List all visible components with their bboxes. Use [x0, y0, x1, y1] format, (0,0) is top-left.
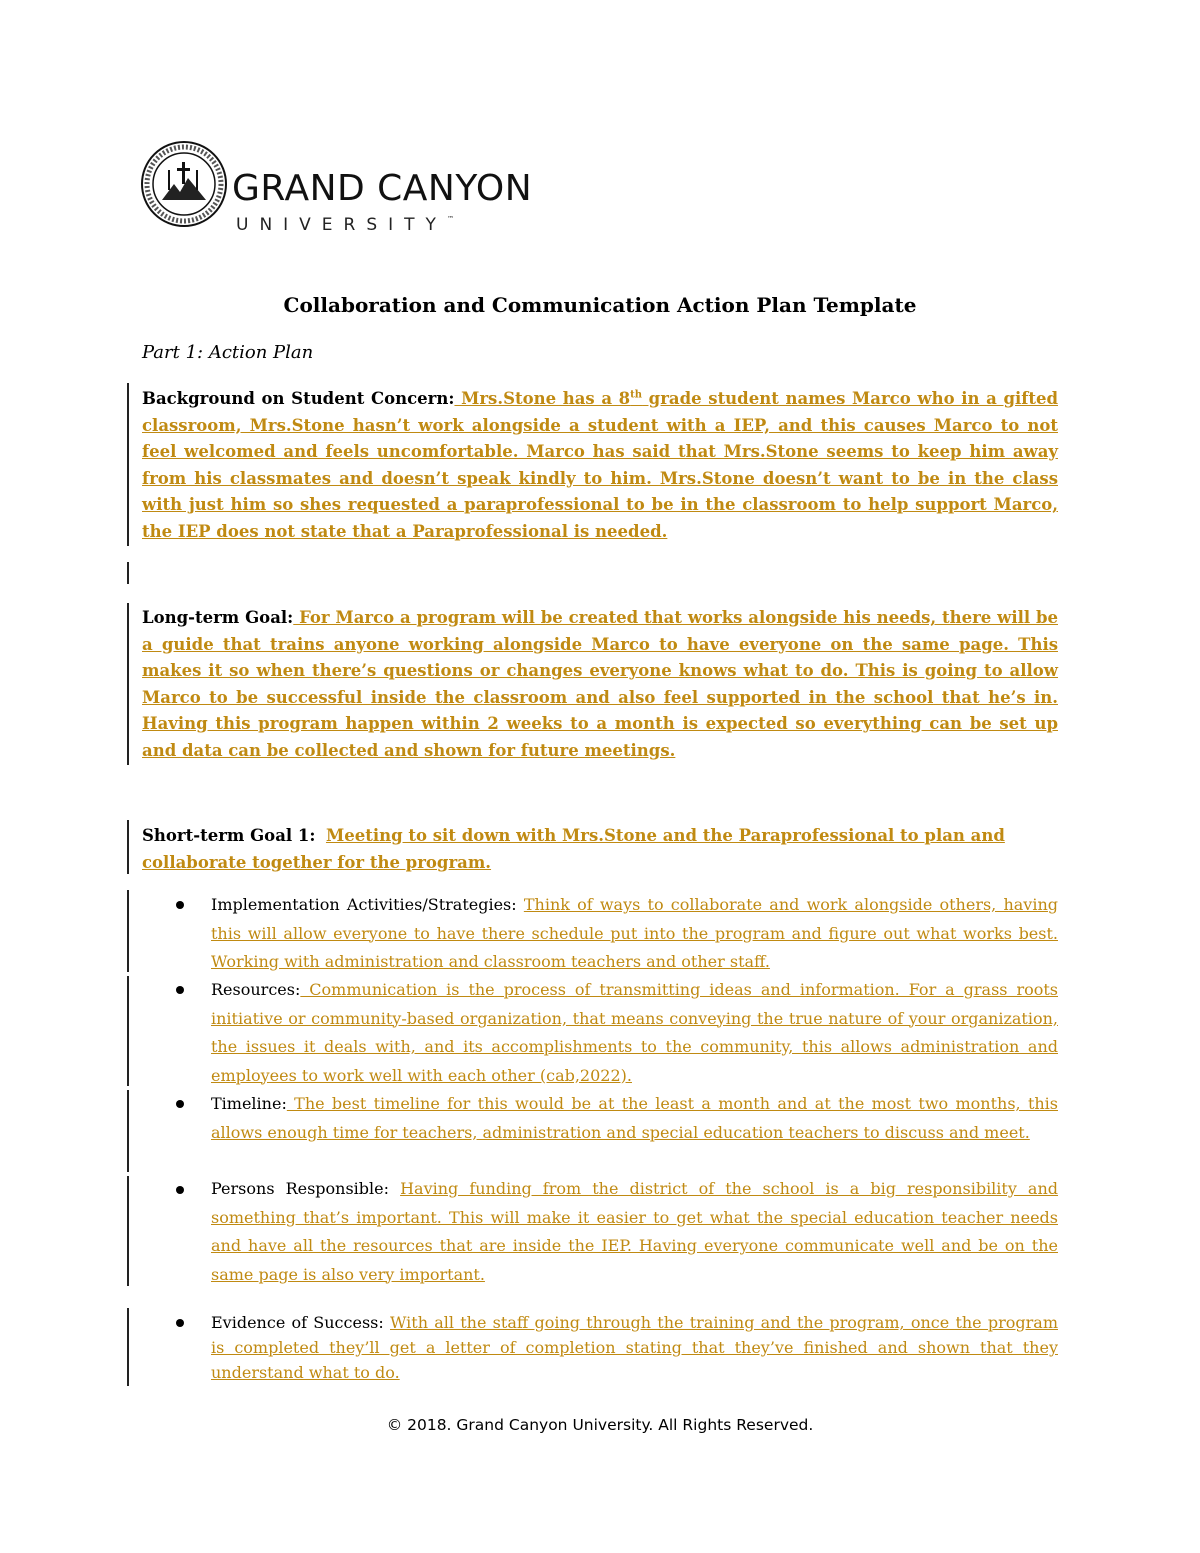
- long-term-goal-section: [142, 605, 1058, 764]
- timeline-text: The best timeline for this would be at the least a month and at the most two months, this allows enough time for teachers, administration and special education teachers to discuss and meet.: [211, 1094, 1058, 1142]
- revision-bar: [127, 976, 129, 1086]
- revision-bar: [127, 562, 129, 584]
- resources-bullet: Resources: Communication is the process of transmitting ideas and information. For a grass roots initiative or community-based organization, that means conveying the true nature of your organization, the issues it deals with, and its accomplishments to the community, this allows administration and employees to work well with each other (cab,2022).: [211, 980, 1058, 1085]
- bullet-dot-icon: [176, 986, 184, 994]
- background-label: Background on Student Concern:: [142, 389, 455, 408]
- logo-trademark: ™: [446, 215, 454, 223]
- implementation-text: Think of ways to collaborate and work alongside others, having this will allow everyone to have there schedule put into the program and figure out what works best. Working with administration and classroom teachers and other staff.: [211, 895, 1058, 971]
- logo-name: GRAND CANYON: [232, 168, 533, 209]
- revision-bar: [127, 603, 129, 765]
- persons-responsible-text: Having funding from the district of the school is a big responsibility and something that’s important. This will make it easier to get what the special education teacher needs and have all the resources that are inside the IEP. Having everyone communicate well and be on the same page is also very important.: [211, 1179, 1059, 1284]
- revision-bar: [127, 1308, 129, 1386]
- short-term-goal-section: [142, 823, 1022, 876]
- bullet-dot-icon: [176, 1100, 184, 1108]
- bullet-dot-icon: [176, 1319, 184, 1327]
- short-term-goal-text: Meeting to sit down with Mrs.Stone and the Paraprofessional to plan and collaborate together for the program.: [142, 826, 1005, 872]
- bullet-dot-icon: [176, 1186, 184, 1194]
- resources-text: Communication is the process of transmitting ideas and information. For a grass roots initiative or community-based organization, that means conveying the true nature of your organization, the issues it deals with, and its accomplishments to the community, this allows administration and employees to work well with each other (cab,2022).: [211, 980, 1058, 1085]
- university-logo: [140, 140, 533, 235]
- part-heading: Part 1: Action Plan: [142, 342, 314, 363]
- revision-bar: [127, 890, 129, 972]
- revision-bar: [127, 1090, 129, 1172]
- evidence-bullet: Evidence of Success: With all the staff going through the training and the program, once the program is completed they’ll get a letter of completion stating that they’ve finished and shown that they understand what to do.: [211, 1313, 1058, 1382]
- university-seal-icon: [140, 140, 228, 228]
- revision-bar: [127, 383, 129, 546]
- long-term-goal-text: For Marco a program will be created that works alongside his needs, there will be a guide that trains anyone working alongside Marco to have everyone on the same page. This makes it so when there’s questions or changes everyone knows what to do. This is going to allow Marco to be successful inside the classroom and also feel supported in the school that he’s in. Having this program happen within 2 weeks to a month is expected so everything can be set up and data can be collected and shown for future meetings.: [142, 608, 1058, 760]
- persons-responsible-bullet: Persons Responsible: Having funding from the district of the school is a big responsibility and something that’s important. This will make it easier to get what the special education teacher needs and have all the resources that are inside the IEP. Having everyone communicate well and be on the same page is also very important.: [211, 1179, 1059, 1284]
- document-title: Collaboration and Communication Action Plan Template: [283, 293, 917, 317]
- evidence-text: With all the staff going through the training and the program, once the program is completed they’ll get a letter of completion stating that they’ve finished and shown that they understand what to do.: [211, 1313, 1058, 1382]
- logo-subtitle: UNIVERSITY™: [236, 215, 454, 235]
- implementation-bullet: Implementation Activities/Strategies: Think of ways to collaborate and work alongside others, having this will allow everyone to have there schedule put into the program and figure out what works best. Working with administration and classroom teachers and other staff.: [211, 895, 1058, 971]
- background-section: [142, 386, 1058, 545]
- background-text: Mrs.Stone has a 8th grade student names Marco who in a gifted classroom, Mrs.Stone hasn’t work alongside a student with a IEP, and this causes Marco to not feel welcomed and feels uncomfortable. Marco has said that Mrs.Stone seems to keep him away from his classmates and doesn’t speak kindly to him. Mrs.Stone doesn’t want to be in the class with just him so shes requested a paraprofessional to be in the classroom to help support Marco, the IEP does not state that a Paraprofessional is needed.: [142, 389, 1058, 541]
- copyright-footer: © 2018. Grand Canyon University. All Rights Reserved.: [386, 1416, 814, 1434]
- revision-bar: [127, 820, 129, 874]
- bullet-dot-icon: [176, 901, 184, 909]
- timeline-bullet: Timeline: The best timeline for this would be at the least a month and at the most two months, this allows enough time for teachers, administration and special education teachers to discuss and meet.: [211, 1094, 1058, 1142]
- revision-bar: [127, 1176, 129, 1286]
- long-term-goal-label: Long-term Goal:: [142, 608, 294, 627]
- short-term-goal-label: Short-term Goal 1:: [142, 826, 316, 845]
